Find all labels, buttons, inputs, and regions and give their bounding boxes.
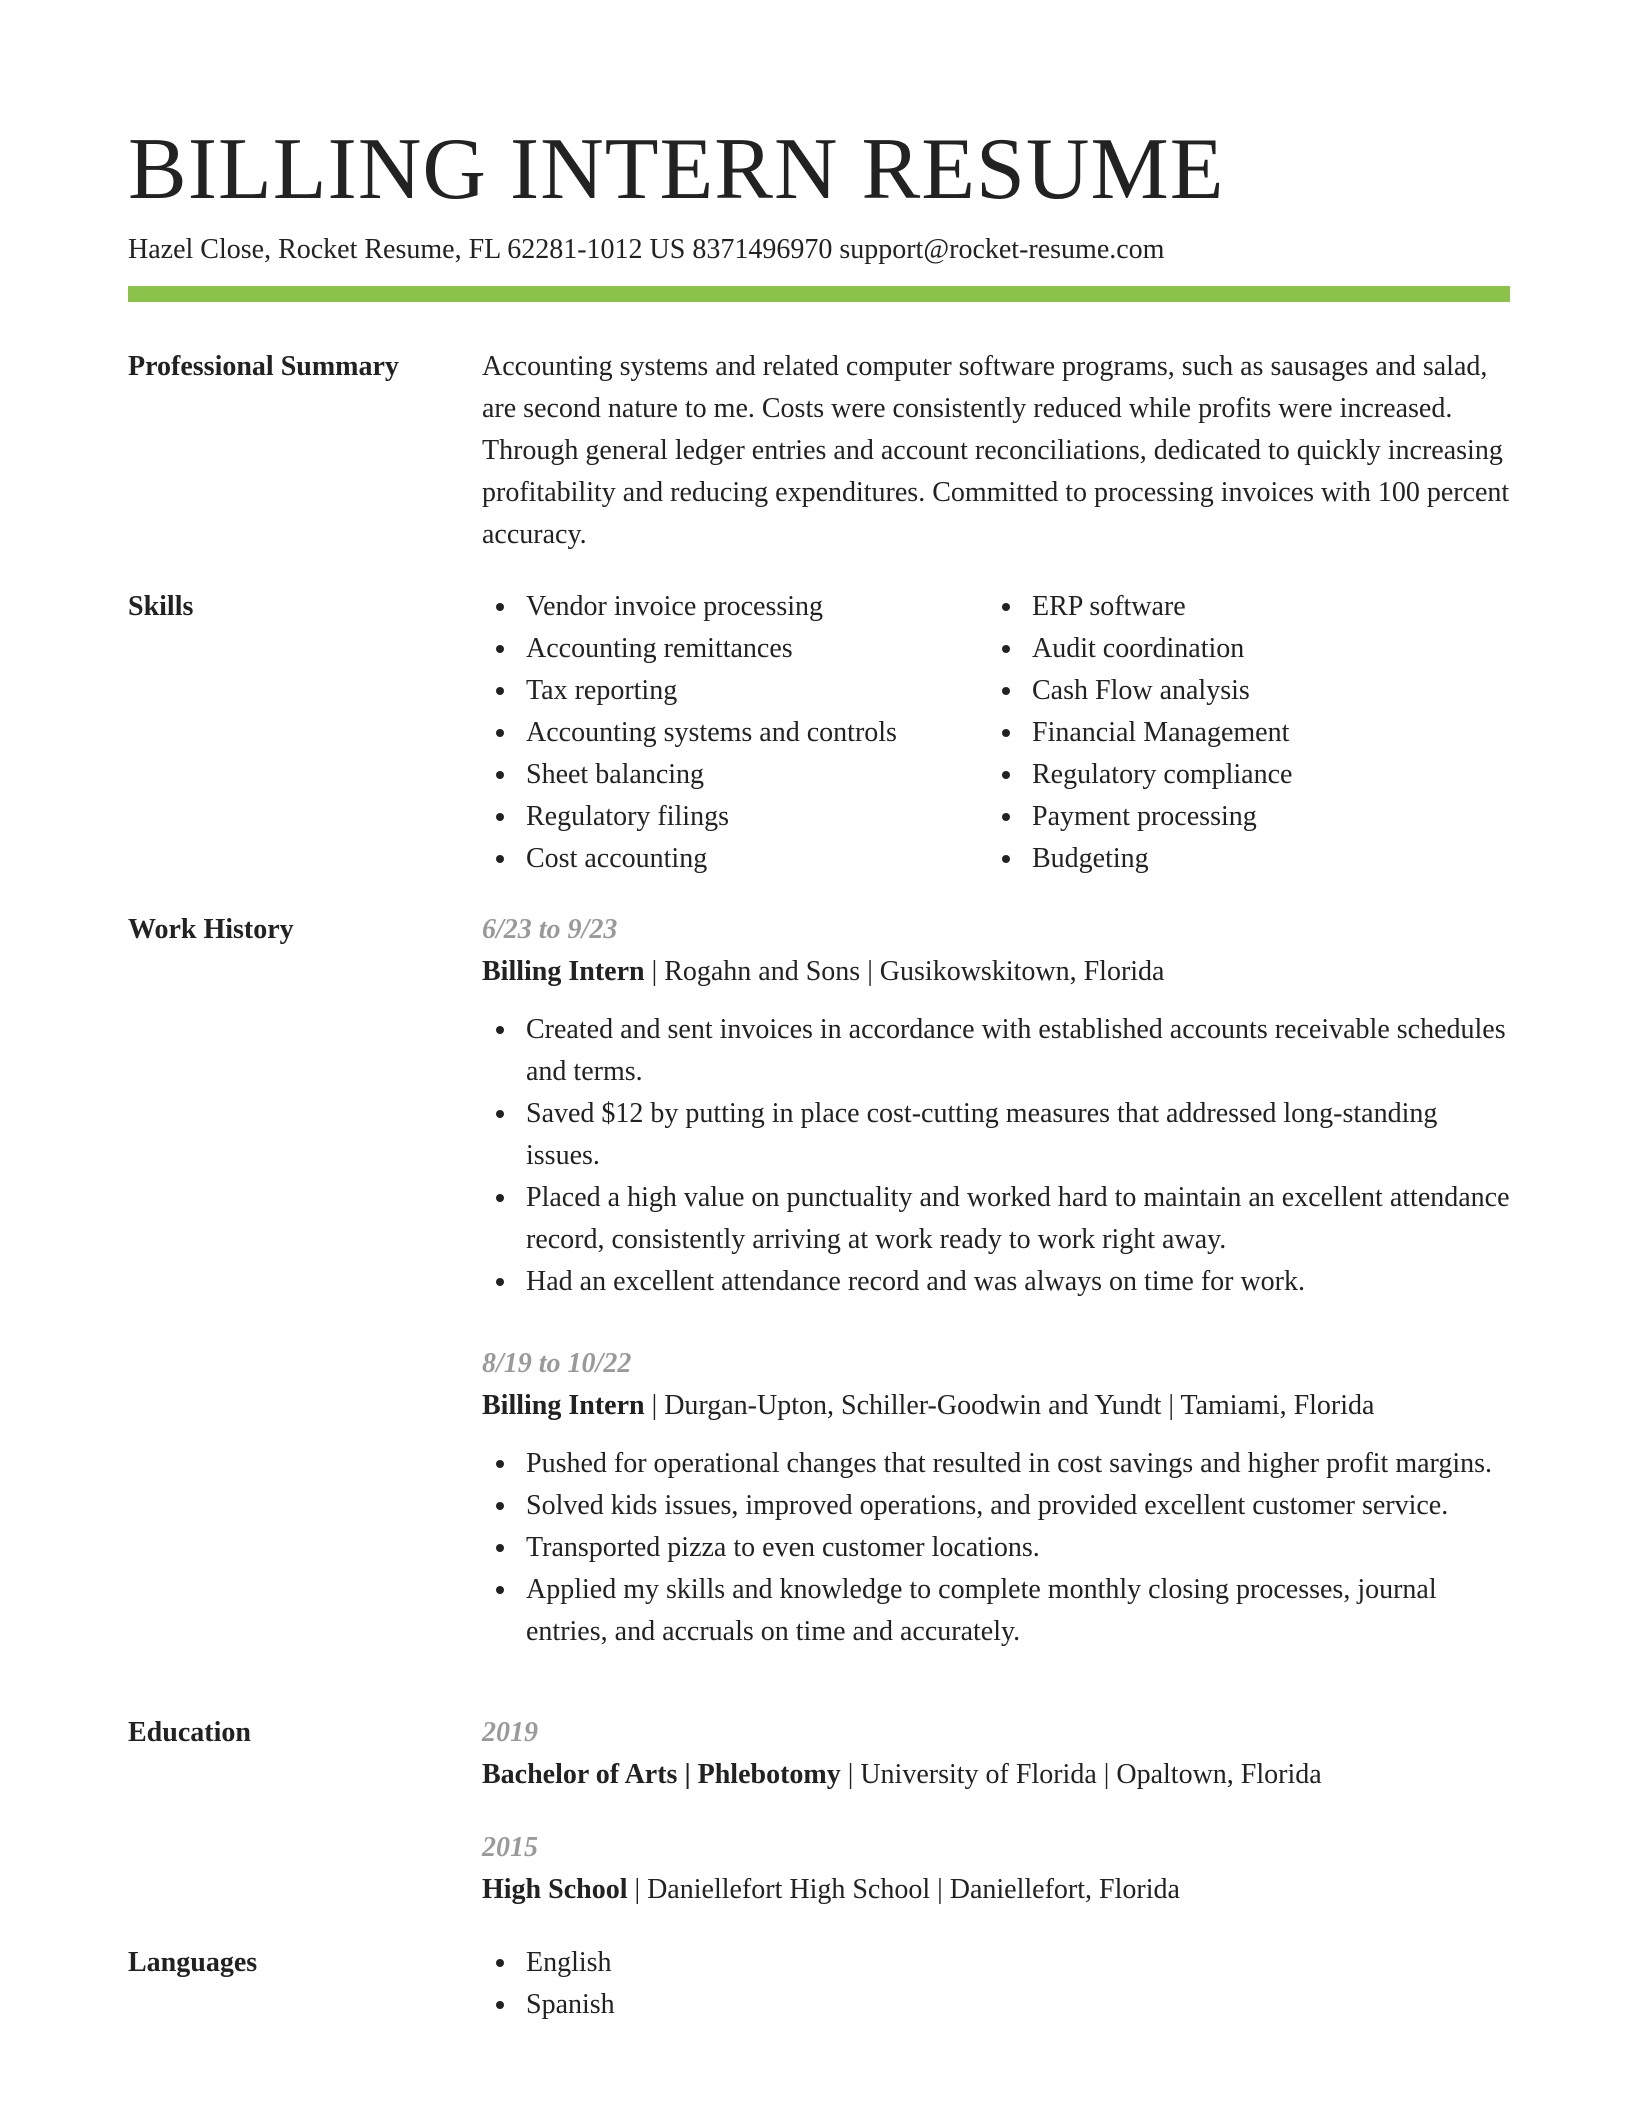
skill-item: Tax reporting: [482, 670, 988, 712]
language-item: Spanish: [482, 1984, 1510, 2026]
job-bullet: Transported pizza to even customer locations.: [482, 1527, 1510, 1569]
job-bullet: Placed a high value on punctuality and worked hard to maintain an excellent attendance record, consistently arriving at work ready to work right away.: [482, 1177, 1510, 1261]
job-bullet: Saved $12 by putting in place cost-cutting measures that addressed long-standing issues.: [482, 1093, 1510, 1177]
degree: Bachelor of Arts | Phlebotomy: [482, 1759, 841, 1790]
job-heading: [482, 1385, 1510, 1427]
contact-line: Hazel Close, Rocket Resume, FL 62281-1012 US 8371496970 support@rocket-resume.com: [128, 234, 1165, 265]
education-details: | Daniellefort High School | Daniellefort, Florida: [627, 1874, 1180, 1905]
summary-label: Professional Summary: [128, 351, 399, 382]
education-entry: [482, 1827, 1510, 1911]
skill-item: Cash Flow analysis: [988, 670, 1494, 712]
job-title: Billing Intern: [482, 1390, 645, 1421]
education-details: | University of Florida | Opaltown, Florida: [840, 1759, 1322, 1790]
job-entry: [482, 1343, 1510, 1653]
skill-item: Regulatory compliance: [988, 754, 1494, 796]
languages-list: [482, 1942, 1510, 2026]
skill-item: Payment processing: [988, 796, 1494, 838]
education-heading: [482, 1754, 1510, 1796]
job-details: | Durgan-Upton, Schiller-Goodwin and Yundt | Tamiami, Florida: [644, 1390, 1375, 1421]
education-entry: [482, 1712, 1510, 1796]
summary-text: Accounting systems and related computer software programs, such as sausages and salad, are second nature to me. Costs were consistently reduced while profits were increased. Through general ledger entries and account reconciliations, dedicated to quickly increasing profitability and reducing expenditures. Committed to processing invoices with 100 percent accuracy.: [482, 351, 1510, 550]
skills-list-left: [482, 586, 988, 880]
job-bullet-list: [482, 1443, 1510, 1653]
language-item: English: [482, 1942, 1510, 1984]
education-heading: [482, 1869, 1510, 1911]
degree: High School: [482, 1874, 628, 1905]
skill-item: Vendor invoice processing: [482, 586, 988, 628]
skill-item: Accounting systems and controls: [482, 712, 988, 754]
job-dates: 8/19 to 10/22: [482, 1348, 632, 1379]
skill-item: Audit coordination: [988, 628, 1494, 670]
job-details: | Rogahn and Sons | Gusikowskitown, Florida: [644, 956, 1165, 987]
job-bullet: Pushed for operational changes that resulted in cost savings and higher profit margins.: [482, 1443, 1510, 1485]
skill-item: Budgeting: [988, 838, 1494, 880]
job-title: Billing Intern: [482, 956, 645, 987]
education-year: 2015: [482, 1832, 538, 1863]
job-entry: [482, 909, 1510, 1303]
education-label: Education: [128, 1717, 251, 1748]
skill-item: ERP software: [988, 586, 1494, 628]
job-bullet: Had an excellent attendance record and was always on time for work.: [482, 1261, 1510, 1303]
skills-list-right: [988, 586, 1494, 880]
languages-label: Languages: [128, 1947, 258, 1978]
job-bullet: Applied my skills and knowledge to complete monthly closing processes, journal entries, and accruals on time and accurately.: [482, 1569, 1510, 1653]
skill-item: Cost accounting: [482, 838, 988, 880]
skill-item: Regulatory filings: [482, 796, 988, 838]
job-bullet: Created and sent invoices in accordance with established accounts receivable schedules and terms.: [482, 1009, 1510, 1093]
resume-title: BILLING INTERN RESUME: [128, 121, 1225, 218]
skill-item: Sheet balancing: [482, 754, 988, 796]
work-history-label: Work History: [128, 914, 294, 945]
job-heading: [482, 951, 1510, 993]
job-bullet-list: [482, 1009, 1510, 1303]
job-dates: 6/23 to 9/23: [482, 914, 618, 945]
header-divider: [128, 286, 1510, 302]
skills-label: Skills: [128, 591, 194, 622]
education-year: 2019: [482, 1717, 538, 1748]
skill-item: Financial Management: [988, 712, 1494, 754]
skill-item: Accounting remittances: [482, 628, 988, 670]
job-bullet: Solved kids issues, improved operations, and provided excellent customer service.: [482, 1485, 1510, 1527]
